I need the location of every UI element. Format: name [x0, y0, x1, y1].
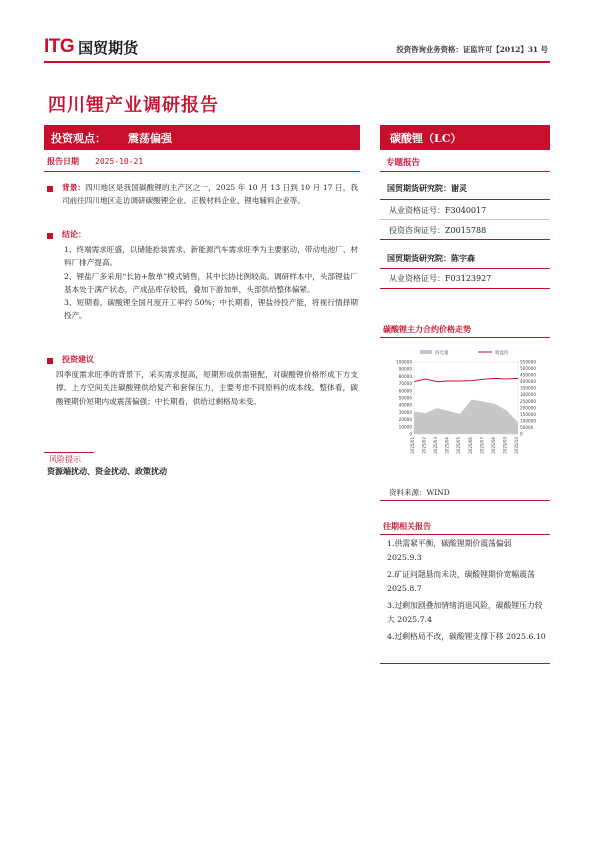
suggestion-text: 四季度需求旺季的背景下，采买需求提高，短期形成供需错配，对碳酸锂价格形成下方支撑。上方空间关注碳酸锂供给复产和套保压力，主要考虑不同原料的成本线。整体看，碳酸锂期价短期内或震荡偏强；中长期看，供给过剩格局未变。: [56, 370, 358, 406]
legend-label-open-interest: 持仓量: [435, 351, 449, 356]
bullet-icon: [47, 186, 53, 192]
right-axis-tick-label: 300000: [520, 392, 536, 398]
special-report-label: 专题报告: [386, 158, 421, 168]
conclusion-item: 2、锂盐厂多采用“长协+散单”模式销售，其中长协比例较高。调研样本中，头部锂盐厂基本处于满产状态，产成品库存较低，叠加下游加单，头部供给整体偏紧。: [64, 271, 358, 294]
right-axis-tick-label: 200000: [520, 405, 536, 411]
view-value: 震荡偏强: [128, 131, 172, 145]
conclusion-list: [64, 243, 358, 323]
series-area-open-interest: [414, 399, 518, 434]
right-axis-tick-label: 450000: [520, 372, 536, 378]
report-date-row: [47, 156, 143, 167]
related-report-item[interactable]: 2.矿证问题悬而未决，碳酸锂期价宽幅震荡 2025.8.7: [387, 570, 535, 593]
analyst-license: 从业资格证号：F3040017: [389, 206, 487, 215]
right-axis-tick-label: 400000: [520, 379, 536, 385]
report-title: 四川锂产业调研报告: [48, 95, 219, 116]
x-axis-tick-label: 2025/01: [410, 437, 415, 454]
x-axis-tick-label: 2025/06: [467, 437, 473, 454]
analyst-name: 国贸期货研究院：陈宇森: [387, 253, 475, 263]
risk-text: 资源端扰动、资金扰动、政策扰动: [47, 466, 167, 476]
background-paragraph: [62, 181, 358, 208]
divider: [380, 288, 550, 289]
analyst-name: 国贸期货研究院：谢灵: [387, 183, 467, 193]
right-axis-tick-label: 150000: [520, 411, 536, 417]
right-axis-tick-label: 0: [520, 431, 523, 437]
view-label: 投资观点：: [51, 131, 106, 145]
series-line-close-price: [414, 378, 518, 381]
special-divider: [380, 171, 550, 172]
background-text: 四川地区是我国碳酸锂的主产区之一，2025 年 10 月 13 日到 10 月 17 日，我司前往四川地区走访调研碳酸锂企业、正极材料企业、锂电辅料企业等。: [62, 183, 359, 206]
x-axis-tick-label: 2025/07: [479, 437, 485, 454]
date-divider: [44, 171, 360, 172]
header-divider: [44, 61, 550, 63]
risk-label: 风险提示: [49, 455, 81, 464]
logo-company-name: 国贸期货: [78, 38, 139, 57]
x-axis-tick-label: 2025/05: [456, 437, 462, 454]
right-axis-tick-label: 500000: [520, 366, 536, 372]
price-trend-chart: [380, 344, 550, 482]
right-axis-tick-label: 250000: [520, 398, 536, 404]
x-axis-tick-label: 2025/10: [514, 437, 519, 454]
x-axis-tick-label: 2025/09: [502, 437, 508, 454]
investment-view-bar: [44, 125, 360, 150]
x-axis-tick-label: 2025/03: [433, 437, 439, 454]
left-axis-tick-label: 10000: [398, 424, 412, 430]
chart-source: 资料来源：WIND: [389, 488, 450, 497]
bullet-icon: [47, 358, 53, 364]
divider: [380, 219, 550, 220]
date-label: 报告日期: [47, 156, 79, 166]
left-axis-tick-label: 40000: [398, 402, 412, 408]
x-axis-tick-label: 2025/04: [444, 437, 450, 454]
chart-divider: [380, 337, 550, 338]
left-axis-tick-label: 80000: [398, 373, 412, 379]
x-axis-tick-label: 2025/08: [490, 437, 496, 454]
divider: [380, 239, 550, 240]
analyst-consult-license: 投资咨询证号：Z0015788: [389, 226, 487, 235]
background-label: 背景：: [62, 183, 86, 192]
left-axis-tick-label: 30000: [398, 409, 412, 415]
left-axis-tick-label: 20000: [398, 417, 412, 423]
related-end-divider: [380, 663, 550, 664]
divider: [380, 199, 550, 200]
chart-divider: [380, 500, 550, 501]
left-axis-tick-label: 50000: [398, 395, 412, 401]
right-axis-tick-label: 550000: [520, 359, 536, 365]
company-logo: [44, 36, 138, 58]
conclusion-item: 3、短期看，碳酸锂全国月度开工率约 50%；中长期看，锂盐待投产能，将视行情择期投产。: [64, 298, 358, 321]
related-reports-list: [387, 537, 547, 648]
left-axis-tick-label: 60000: [398, 388, 412, 394]
product-bar: 碳酸锂（LC）: [380, 125, 550, 150]
license-text: 投资咨询业务资格：证监许可【2012】31 号: [396, 45, 548, 54]
related-report-item[interactable]: 1.供需紧平衡，碳酸锂期价震荡偏弱 2025.9.3: [387, 539, 512, 562]
risk-divider: [44, 452, 94, 453]
left-axis-tick-label: 100000: [396, 359, 412, 365]
conclusion-label: 结论：: [62, 229, 86, 239]
related-report-item[interactable]: 3.过剩加剧叠加情绪消退风险，碳酸锂压力较大 2025.7.4: [387, 601, 543, 624]
right-axis-tick-label: 50000: [520, 424, 534, 430]
conclusion-item: 1、终端需求旺盛，以储能抢装需求、新能源汽车需求旺季为主要驱动，带动电池厂、材料厂排产提高。: [64, 245, 358, 268]
legend-swatch-open-interest: [420, 350, 432, 354]
suggestion-label: 投资建议: [62, 354, 94, 364]
related-reports-title: 往期相关报告: [383, 521, 431, 531]
right-axis-tick-label: 100000: [520, 418, 536, 424]
analyst-license: 从业资格证号：F03123927: [389, 274, 492, 283]
left-axis-tick-label: 90000: [398, 366, 412, 372]
related-report-item[interactable]: 4.过剩格局不改，碳酸锂支撑下移 2025.6.10: [387, 632, 546, 641]
legend-label-close-price: 收盘价: [495, 351, 509, 356]
left-axis-tick-label: 70000: [398, 381, 412, 387]
chart-title: 碳酸锂主力合约价格走势: [383, 324, 471, 334]
related-divider: [380, 534, 550, 535]
bullet-icon: [47, 233, 53, 239]
left-axis-tick-label: 0: [409, 431, 412, 437]
divider: [380, 268, 550, 269]
date-value: 2025-10-21: [95, 157, 144, 166]
logo-itg: ITG: [44, 36, 75, 57]
x-axis-tick-label: 2025/02: [421, 437, 427, 454]
right-axis-tick-label: 350000: [520, 385, 536, 391]
